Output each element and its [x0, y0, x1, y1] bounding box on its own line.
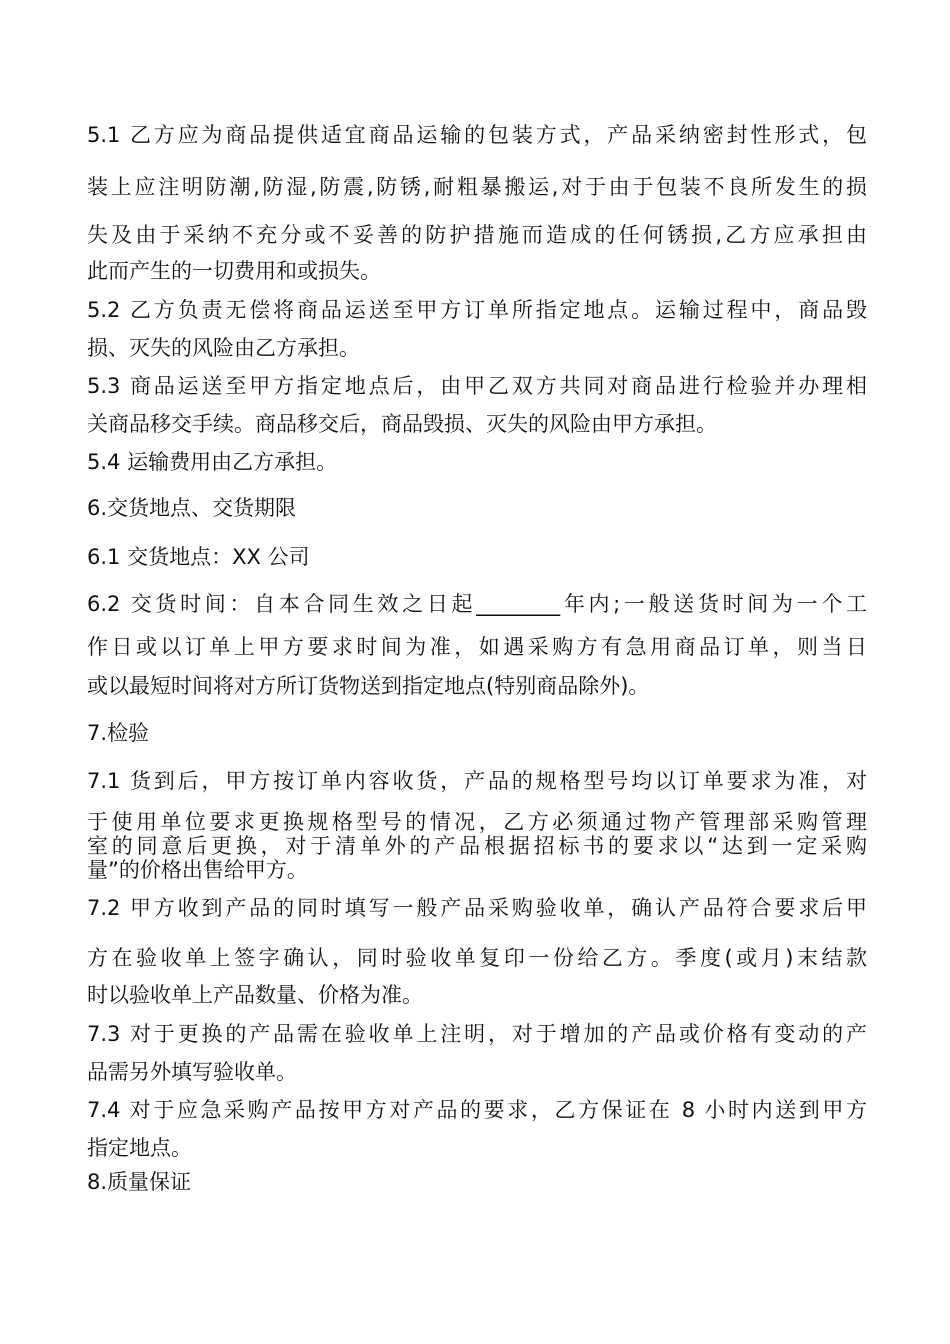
clause-7-1-line-3: 室的同意后更换，对于清单外的产品根据招标书的要求以“达到一定采购	[87, 834, 867, 858]
clause-6-2-line-3: 或以最短时间将对方所订货物送到指定地点(特别商品除外)。	[87, 674, 650, 698]
clause-5-1-line-3: 失及由于采纳不充分或不妥善的防护措施而造成的任何锈损,乙方应承担由	[87, 223, 867, 247]
clause-7-2-line-3: 时以验收单上产品数量、价格为准。	[87, 983, 423, 1007]
clause-7-3-line-2: 品需另外填写验收单。	[87, 1060, 297, 1084]
clause-5-3-line-2: 关商品移交手续。商品移交后，商品毁损、灭失的风险由甲方承担。	[87, 412, 717, 436]
clause-6-1: 6.1 交货地点：XX 公司	[87, 545, 310, 569]
clause-7-2-line-1: 7.2 甲方收到产品的同时填写一般产品采购验收单，确认产品符合要求后甲	[87, 896, 867, 920]
clause-7-4-line-2: 指定地点。	[87, 1136, 192, 1160]
clause-7-2-line-2: 方在验收单上签字确认，同时验收单复印一份给乙方。季度(或月)末结款	[87, 946, 867, 970]
clause-5-1-line-1: 5.1 乙方应为商品提供适宜商品运输的包装方式，产品采纳密封性形式，包	[87, 123, 867, 147]
clause-7-1-line-1: 7.1 货到后，甲方按订单内容收货，产品的规格型号均以订单要求为准，对	[87, 769, 867, 793]
clause-5-4: 5.4 运输费用由乙方承担。	[87, 450, 338, 474]
clause-5-1-line-2: 装上应注明防潮,防湿,防震,防锈,耐粗暴搬运,对于由于包装不良所发生的损	[87, 175, 867, 199]
clause-7-4-line-1: 7.4 对于应急采购产品按甲方对产品的要求，乙方保证在 8 小时内送到甲方	[87, 1098, 867, 1122]
section-6-heading: 6.交货地点、交货期限	[87, 496, 297, 520]
clause-7-3-line-1: 7.3 对于更换的产品需在验收单上注明，对于增加的产品或价格有变动的产	[87, 1022, 867, 1046]
clause-6-2-line-1: 6.2 交货时间：自本合同生效之日起________年内;一般送货时间为一个工	[87, 592, 867, 616]
clause-5-3-line-1: 5.3 商品运送至甲方指定地点后，由甲乙双方共同对商品进行检验并办理相	[87, 374, 867, 398]
clause-5-1-line-4: 此而产生的一切费用和或损失。	[87, 259, 381, 283]
clause-6-2-line-2: 作日或以订单上甲方要求时间为准，如遇采购方有急用商品订单，则当日	[87, 635, 867, 659]
section-8-heading: 8.质量保证	[87, 1170, 192, 1194]
clause-5-2-line-1: 5.2 乙方负责无偿将商品运送至甲方订单所指定地点。运输过程中，商品毁	[87, 298, 867, 322]
clause-7-1-line-2: 于使用单位要求更换规格型号的情况，乙方必须通过物产管理部采购管理	[87, 810, 867, 834]
clause-7-1-line-4: 量”的价格出售给甲方。	[87, 858, 308, 882]
clause-5-2-line-2: 损、灭失的风险由乙方承担。	[87, 336, 360, 360]
section-7-heading: 7.检验	[87, 721, 150, 745]
